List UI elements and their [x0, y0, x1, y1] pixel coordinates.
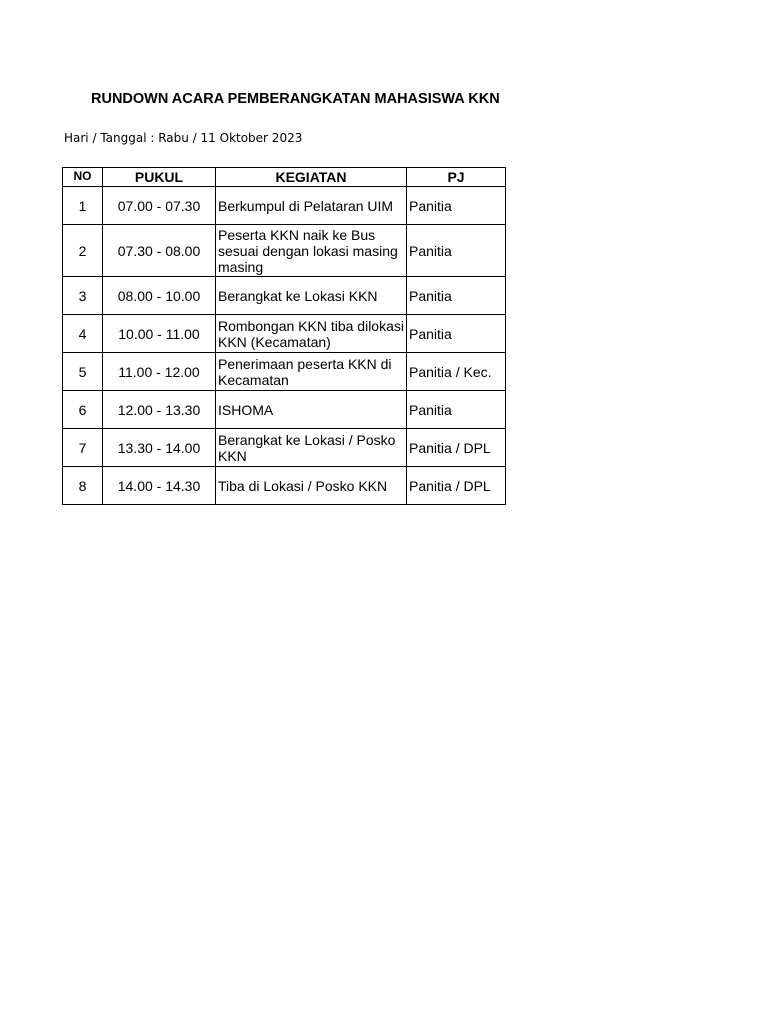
- cell-pj: Panitia / Kec.: [407, 353, 506, 391]
- cell-no: 8: [63, 467, 103, 505]
- cell-kegiatan: Rombongan KKN tiba dilokasi KKN (Kecamatan): [216, 315, 407, 353]
- cell-no: 7: [63, 429, 103, 467]
- cell-pukul: 13.30 - 14.00: [103, 429, 216, 467]
- cell-pj: Panitia: [407, 391, 506, 429]
- cell-pj: Panitia: [407, 277, 506, 315]
- cell-no: 6: [63, 391, 103, 429]
- table-header-row: [63, 168, 506, 187]
- cell-pj: Panitia: [407, 187, 506, 225]
- cell-kegiatan: Peserta KKN naik ke Bus sesuai dengan lokasi masing masing: [216, 225, 407, 277]
- table-row: [63, 391, 506, 429]
- cell-kegiatan: Berangkat ke Lokasi / Posko KKN: [216, 429, 407, 467]
- cell-pj: Panitia / DPL: [407, 467, 506, 505]
- cell-pj: Panitia / DPL: [407, 429, 506, 467]
- cell-kegiatan: Tiba di Lokasi / Posko KKN: [216, 467, 407, 505]
- cell-no: 2: [63, 225, 103, 277]
- table-row: [63, 187, 506, 225]
- cell-pukul: 07.30 - 08.00: [103, 225, 216, 277]
- table-row: [63, 277, 506, 315]
- header-kegiatan: KEGIATAN: [216, 168, 407, 187]
- cell-kegiatan: Berangkat ke Lokasi KKN: [216, 277, 407, 315]
- rundown-table: [62, 167, 506, 505]
- cell-pukul: 08.00 - 10.00: [103, 277, 216, 315]
- cell-kegiatan: ISHOMA: [216, 391, 407, 429]
- document-title: RUNDOWN ACARA PEMBERANGKATAN MAHASISWA KKN: [91, 91, 500, 107]
- cell-pukul: 10.00 - 11.00: [103, 315, 216, 353]
- cell-kegiatan: Berkumpul di Pelataran UIM: [216, 187, 407, 225]
- table-row: [63, 429, 506, 467]
- header-pukul: PUKUL: [103, 168, 216, 187]
- cell-no: 5: [63, 353, 103, 391]
- cell-pukul: 14.00 - 14.30: [103, 467, 216, 505]
- header-pj: PJ: [407, 168, 506, 187]
- date-line: Hari / Tanggal : Rabu / 11 Oktober 2023: [64, 131, 303, 145]
- cell-pj: Panitia: [407, 225, 506, 277]
- table-row: [63, 467, 506, 505]
- cell-no: 4: [63, 315, 103, 353]
- cell-no: 1: [63, 187, 103, 225]
- cell-no: 3: [63, 277, 103, 315]
- cell-pj: Panitia: [407, 315, 506, 353]
- cell-pukul: 07.00 - 07.30: [103, 187, 216, 225]
- table-row: [63, 353, 506, 391]
- cell-pukul: 12.00 - 13.30: [103, 391, 216, 429]
- header-no: NO: [63, 168, 103, 187]
- cell-pukul: 11.00 - 12.00: [103, 353, 216, 391]
- table-row: [63, 225, 506, 277]
- table-row: [63, 315, 506, 353]
- cell-kegiatan: Penerimaan peserta KKN di Kecamatan: [216, 353, 407, 391]
